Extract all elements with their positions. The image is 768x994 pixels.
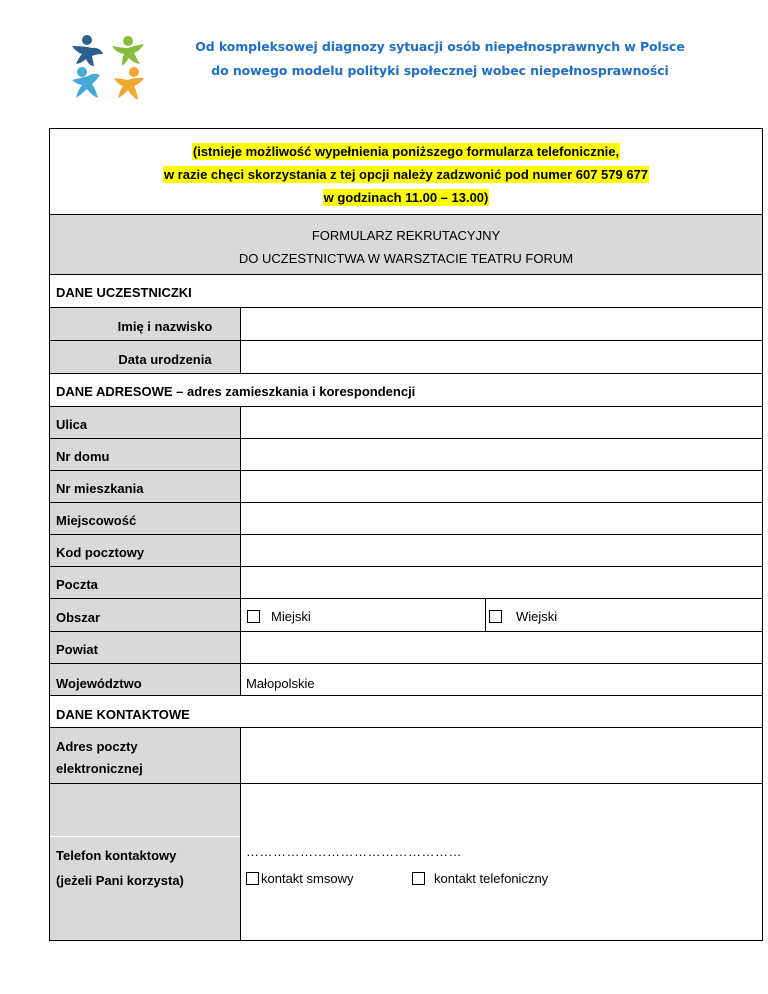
phone-input-cell: [241, 784, 762, 940]
post-office-row: [50, 567, 762, 599]
project-title-line1: Od kompleksowej diagnozy sytuacji osób niepełnosprawnych w Polsce: [195, 39, 685, 54]
email-row: [50, 728, 762, 784]
city-label: Miejscowość: [56, 513, 137, 528]
postcode-row: [50, 535, 762, 567]
birth-date-label: Data urodzenia: [118, 352, 212, 367]
district-row: [50, 632, 762, 664]
birth-date-input[interactable]: [241, 341, 762, 373]
voivodeship-value: Małopolskie: [246, 676, 315, 691]
city-input[interactable]: [241, 503, 762, 534]
birth-date-label-cell: [50, 341, 241, 373]
voivodeship-label-cell: [50, 664, 241, 695]
area-label-cell: [50, 599, 241, 631]
name-input[interactable]: [241, 308, 762, 340]
district-input[interactable]: [241, 632, 762, 663]
email-label-cell: [50, 728, 241, 783]
area-row: [50, 599, 762, 632]
district-label-cell: [50, 632, 241, 663]
contact-sms-checkbox[interactable]: [246, 872, 259, 885]
recruitment-form: [49, 128, 763, 941]
apartment-number-input[interactable]: [241, 471, 762, 502]
post-office-input[interactable]: [241, 567, 762, 598]
contact-section-title: DANE KONTAKTOWE: [56, 707, 190, 722]
participant-section-title: DANE UCZESTNICZKI: [56, 285, 192, 300]
email-input[interactable]: [241, 728, 762, 783]
phone-label-line1: Telefon kontaktowy: [56, 848, 177, 863]
participant-section-header: [50, 275, 762, 308]
phone-label-divider: [50, 836, 240, 837]
district-label: Powiat: [56, 642, 98, 657]
form-title: [50, 215, 762, 275]
contact-sms-label: kontakt smsowy: [261, 871, 354, 886]
postcode-label: Kod pocztowy: [56, 545, 145, 560]
project-logo: [70, 32, 146, 104]
area-label: Obszar: [56, 610, 101, 625]
project-title-line2: do nowego modelu polityki społecznej wobec niepełnosprawności: [211, 63, 669, 78]
name-label-cell: [50, 308, 241, 340]
post-office-label: Poczta: [56, 577, 98, 592]
apartment-number-label-cell: [50, 471, 241, 502]
email-label-line2: elektronicznej: [56, 761, 143, 776]
area-rural-label: Wiejski: [516, 609, 558, 624]
birth-date-row: [50, 341, 762, 374]
name-row: [50, 308, 762, 341]
area-rural-checkbox[interactable]: [489, 610, 502, 623]
address-section-header: [50, 374, 762, 407]
form-title-line2: DO UCZESTNICTWA W WARSZTACIE TEATRU FORUM: [238, 251, 574, 266]
city-label-cell: [50, 503, 241, 534]
address-section-title: DANE ADRESOWE – adres zamieszkania i korespondencji: [56, 384, 416, 399]
phone-notice: [50, 129, 762, 215]
phone-row: [50, 784, 762, 940]
house-number-label: Nr domu: [56, 449, 110, 464]
street-label-cell: [50, 407, 241, 438]
name-label: Imię i nazwisko: [117, 319, 213, 334]
house-number-label-cell: [50, 439, 241, 470]
notice-line2: w razie chęci skorzystania z tej opcji należy zadzwonić pod numer 607 579 677: [163, 167, 649, 182]
house-number-input[interactable]: [241, 439, 762, 470]
house-number-row: [50, 439, 762, 471]
voivodeship-input[interactable]: [241, 664, 762, 695]
post-office-label-cell: [50, 567, 241, 598]
city-row: [50, 503, 762, 535]
contact-section-header: [50, 696, 762, 728]
postcode-input[interactable]: [241, 535, 762, 566]
phone-number-input[interactable]: …………………………………………: [246, 844, 462, 859]
postcode-label-cell: [50, 535, 241, 566]
voivodeship-label: Województwo: [56, 676, 142, 691]
contact-phone-checkbox[interactable]: [412, 872, 425, 885]
contact-phone-label: kontakt telefoniczny: [434, 871, 549, 886]
phone-label-cell: [50, 784, 241, 940]
street-row: [50, 407, 762, 439]
area-rural-cell: [486, 599, 762, 631]
area-urban-cell: [241, 599, 486, 631]
four-people-logo-icon: [70, 32, 146, 104]
phone-label-line2: (jeżeli Pani korzysta): [56, 873, 184, 888]
area-urban-label: Miejski: [271, 609, 311, 624]
apartment-number-row: [50, 471, 762, 503]
street-input[interactable]: [241, 407, 762, 438]
area-urban-checkbox[interactable]: [247, 610, 260, 623]
apartment-number-label: Nr mieszkania: [56, 481, 144, 496]
form-title-line1: FORMULARZ REKRUTACYJNY: [311, 228, 501, 243]
voivodeship-row: [50, 664, 762, 696]
notice-line3: w godzinach 11.00 – 13.00): [323, 190, 489, 205]
street-label: Ulica: [56, 417, 88, 432]
notice-line1: (istnieje możliwość wypełnienia poniższego formularza telefonicznie,: [192, 144, 620, 159]
email-label-line1: Adres poczty: [56, 739, 138, 754]
